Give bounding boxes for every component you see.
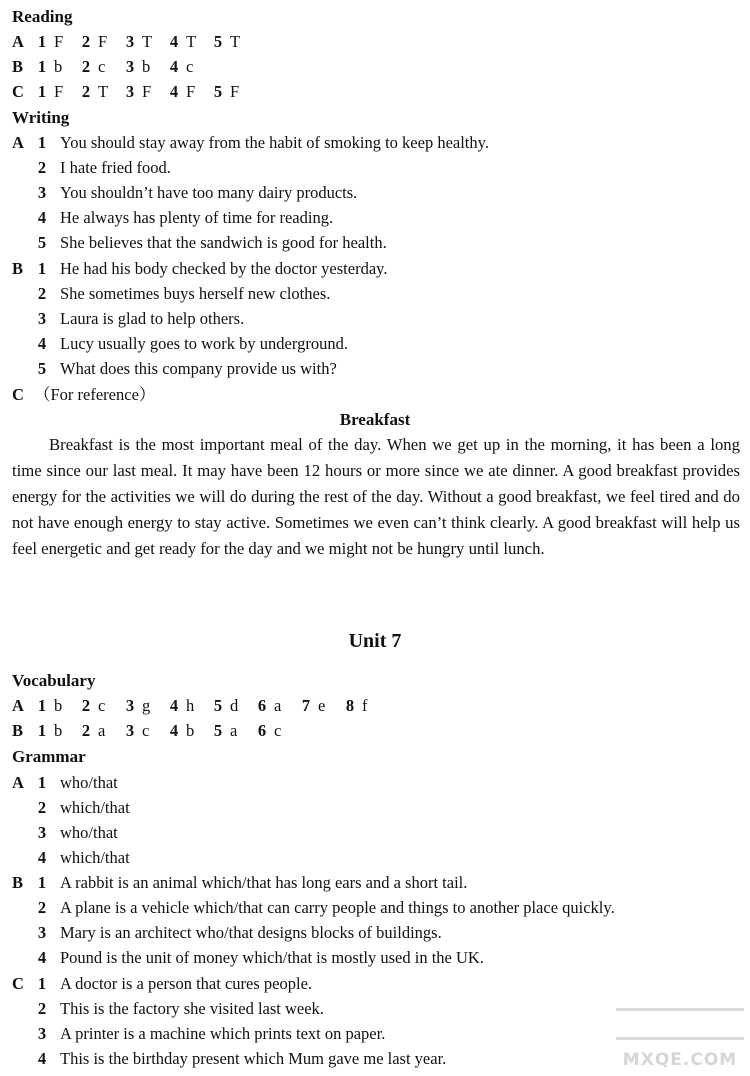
answer-value: b xyxy=(54,721,63,740)
question-number: 3 xyxy=(37,183,47,202)
question-number: 2 xyxy=(81,696,91,715)
watermark xyxy=(616,1008,744,1070)
reference-note: （For reference） xyxy=(34,385,156,404)
sentence-row xyxy=(12,256,740,281)
question-number: 6 xyxy=(257,696,267,715)
question-number: 3 xyxy=(37,923,47,942)
sentence-text: A rabbit is an animal which/that has long ears and a short tail. xyxy=(60,873,468,892)
question-number: 3 xyxy=(125,721,135,740)
answer-row xyxy=(12,718,740,743)
question-number: 2 xyxy=(37,158,47,177)
question-number: 4 xyxy=(37,208,47,227)
sentence-text: Mary is an architect who/that designs blocks of buildings. xyxy=(60,923,442,942)
sentence-text: which/that xyxy=(60,798,130,817)
question-number: 2 xyxy=(81,82,91,101)
sentence-row xyxy=(12,281,740,306)
answer-value: T xyxy=(98,82,109,101)
sentence-text: A printer is a machine which prints text on paper. xyxy=(60,1024,386,1043)
sentence-row xyxy=(12,205,740,230)
answer-value: b xyxy=(142,57,151,76)
question-number: 3 xyxy=(37,823,47,842)
question-number: 2 xyxy=(81,57,91,76)
answer-value: c xyxy=(98,696,106,715)
question-number: 2 xyxy=(37,284,47,303)
sentence-text: Pound is the unit of money which/that is mostly used in the UK. xyxy=(60,948,484,967)
sentence-text: What does this company provide us with? xyxy=(60,359,337,378)
question-number: 4 xyxy=(169,32,179,51)
question-number: 2 xyxy=(81,721,91,740)
sentence-text: Lucy usually goes to work by underground. xyxy=(60,334,348,353)
question-number: 4 xyxy=(37,1049,47,1068)
section-label: B xyxy=(12,259,24,278)
sentence-row xyxy=(12,845,740,870)
section-label: C xyxy=(12,385,24,404)
answer-value: g xyxy=(142,696,151,715)
sentence-text: This is the factory she visited last week. xyxy=(60,999,324,1018)
question-number: 3 xyxy=(37,309,47,328)
question-number: 2 xyxy=(37,999,47,1018)
answer-value: F xyxy=(54,82,64,101)
section-label: B xyxy=(12,873,24,892)
answer-value: F xyxy=(186,82,196,101)
answer-value: e xyxy=(318,696,326,715)
section-label: C xyxy=(12,82,24,101)
answer-value: b xyxy=(186,721,195,740)
answer-value: a xyxy=(274,696,282,715)
sentence-text: She believes that the sandwich is good for health. xyxy=(60,233,387,252)
question-number: 5 xyxy=(213,721,223,740)
question-number: 4 xyxy=(169,57,179,76)
sentence-text: which/that xyxy=(60,848,130,867)
sentence-text: This is the birthday present which Mum gave me last year. xyxy=(60,1049,447,1068)
answer-value: a xyxy=(98,721,106,740)
sentence-row xyxy=(12,155,740,180)
answer-value: T xyxy=(142,32,153,51)
question-number: 1 xyxy=(37,82,47,101)
answer-value: b xyxy=(54,696,63,715)
question-number: 1 xyxy=(37,32,47,51)
section-label: B xyxy=(12,721,24,740)
sentence-text: who/that xyxy=(60,773,118,792)
sentence-row xyxy=(12,306,740,331)
answer-row xyxy=(12,29,740,54)
sentence-text: You should stay away from the habit of smoking to keep healthy. xyxy=(60,133,489,152)
sentence-row xyxy=(12,971,740,996)
answer-value: F xyxy=(98,32,108,51)
answer-row xyxy=(12,79,740,104)
sentence-text: She sometimes buys herself new clothes. xyxy=(60,284,331,303)
reading-heading: Reading xyxy=(12,7,73,26)
question-number: 1 xyxy=(37,773,47,792)
essay-paragraph: Breakfast is the most important meal of the day. When we get up in the morning, it has been a long time since our last meal. It may have been 12 hours or more since we ate dinner. A good breakfast provides energy for the activities we will do during the rest of the day. Without a good breakfast, we feel tired and do not have enough energy to stay active. Sometimes we even can’t think clearly. A good breakfast will help us feel energetic and get ready for the day and we might not be hungry until lunch. xyxy=(12,435,740,558)
unit-title: Unit 7 xyxy=(348,630,402,652)
question-number: 1 xyxy=(37,721,47,740)
sentence-text: A plane is a vehicle which/that can carry people and things to another place quickly. xyxy=(60,898,615,917)
answer-value: b xyxy=(54,57,63,76)
essay-title: Breakfast xyxy=(339,410,411,429)
sentence-row xyxy=(12,795,740,820)
sentence-row xyxy=(12,945,740,970)
question-number: 4 xyxy=(169,696,179,715)
question-number: 7 xyxy=(301,696,311,715)
question-number: 4 xyxy=(37,334,47,353)
section-label: A xyxy=(12,696,24,715)
question-number: 1 xyxy=(37,696,47,715)
answer-value: c xyxy=(98,57,106,76)
question-number: 5 xyxy=(213,32,223,51)
question-number: 4 xyxy=(37,948,47,967)
answer-value: h xyxy=(186,696,195,715)
watermark-logo xyxy=(616,1008,744,1040)
answer-value: c xyxy=(186,57,194,76)
sentence-text: A doctor is a person that cures people. xyxy=(60,974,313,993)
section-label: B xyxy=(12,57,24,76)
sentence-text: I hate fried food. xyxy=(60,158,171,177)
section-label: A xyxy=(12,773,24,792)
question-number: 1 xyxy=(37,873,47,892)
question-number: 3 xyxy=(125,82,135,101)
question-number: 6 xyxy=(257,721,267,740)
question-number: 2 xyxy=(37,898,47,917)
section-label: A xyxy=(12,133,24,152)
answer-value: F xyxy=(54,32,64,51)
section-label: A xyxy=(12,32,24,51)
question-number: 5 xyxy=(213,696,223,715)
question-number: 1 xyxy=(37,57,47,76)
answer-value: F xyxy=(142,82,152,101)
answer-value: c xyxy=(274,721,282,740)
question-number: 8 xyxy=(345,696,355,715)
question-number: 3 xyxy=(125,32,135,51)
question-number: 1 xyxy=(37,974,47,993)
answer-value: T xyxy=(230,32,241,51)
sentence-row xyxy=(12,920,740,945)
sentence-row xyxy=(12,770,740,795)
question-number: 1 xyxy=(37,259,47,278)
sentence-row xyxy=(12,356,740,381)
question-number: 5 xyxy=(37,233,47,252)
question-number: 2 xyxy=(37,798,47,817)
sentence-row xyxy=(12,230,740,255)
sentence-row xyxy=(12,895,740,920)
writing-c-row xyxy=(12,382,740,407)
question-number: 1 xyxy=(37,133,47,152)
sentence-row xyxy=(12,180,740,205)
sentence-text: who/that xyxy=(60,823,118,842)
question-number: 4 xyxy=(169,82,179,101)
sentence-row xyxy=(12,820,740,845)
question-number: 3 xyxy=(125,57,135,76)
question-number: 3 xyxy=(125,696,135,715)
sentence-text: He had his body checked by the doctor yesterday. xyxy=(60,259,388,278)
sentence-row xyxy=(12,331,740,356)
answer-value: c xyxy=(142,721,150,740)
grammar-heading: Grammar xyxy=(12,747,86,766)
vocabulary-heading: Vocabulary xyxy=(12,671,96,690)
answer-value: f xyxy=(362,696,368,715)
writing-heading: Writing xyxy=(12,108,70,127)
question-number: 5 xyxy=(213,82,223,101)
answer-row xyxy=(12,693,740,718)
sentence-text: He always has plenty of time for reading. xyxy=(60,208,334,227)
question-number: 4 xyxy=(169,721,179,740)
answer-value: T xyxy=(186,32,197,51)
question-number: 5 xyxy=(37,359,47,378)
question-number: 2 xyxy=(81,32,91,51)
question-number: 4 xyxy=(37,848,47,867)
sentence-row xyxy=(12,870,740,895)
section-label: C xyxy=(12,974,24,993)
sentence-text: Laura is glad to help others. xyxy=(60,309,245,328)
question-number: 3 xyxy=(37,1024,47,1043)
answer-value: d xyxy=(230,696,239,715)
sentence-text: You shouldn’t have too many dairy products. xyxy=(60,183,358,202)
answer-row xyxy=(12,54,740,79)
watermark-text: MXQE.COM xyxy=(622,1050,738,1070)
sentence-row xyxy=(12,130,740,155)
answer-value: F xyxy=(230,82,240,101)
answer-value: a xyxy=(230,721,238,740)
